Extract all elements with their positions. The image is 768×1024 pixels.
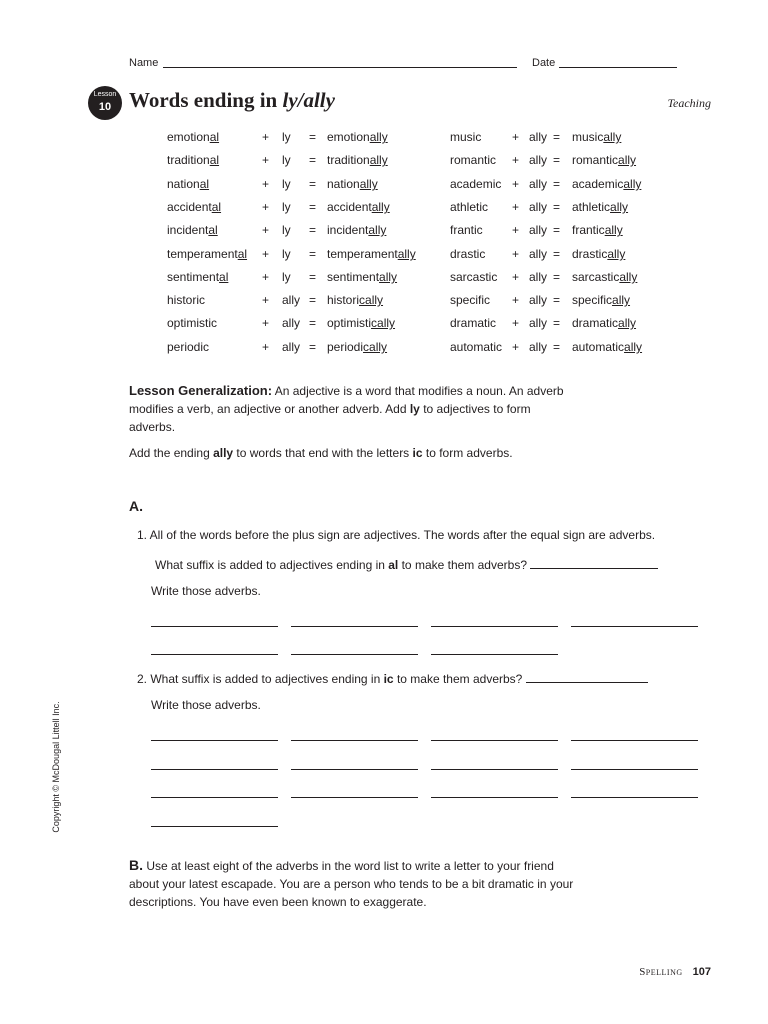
title-suffix: ly/ally [282, 88, 335, 112]
q1-sub-text-2: to make them adverbs? [398, 558, 527, 572]
answer-line[interactable] [151, 769, 278, 770]
left-adverb-stem: nation [327, 177, 360, 191]
left-adverb-stem: periodi [327, 340, 364, 354]
left-plus-sign: + [262, 200, 270, 214]
right-suffix: ally [529, 247, 548, 261]
answer-line[interactable] [431, 654, 558, 655]
name-field[interactable] [163, 67, 517, 68]
left-equals-sign: = [309, 293, 317, 307]
date-label: Date [532, 57, 556, 69]
right-adjective: sarcastic [450, 270, 498, 284]
left-adjective-ending: al [237, 247, 248, 261]
left-adverb-ending: ally [369, 153, 388, 167]
left-adjective-ending: al [219, 270, 229, 284]
right-adverb-stem: music [572, 130, 604, 144]
right-adverb-ending: ally [607, 247, 626, 261]
left-plus-sign: + [262, 316, 270, 330]
right-suffix: ally [529, 200, 548, 214]
generalization-text-1: An adjective is a word that modifies a noun. An adverb modifies a verb, an adjective or another adverb. Add [129, 384, 564, 416]
right-equals-sign: = [553, 247, 561, 261]
right-equals-sign: = [553, 270, 561, 284]
page-title [129, 88, 335, 113]
q2-write-instruction: Write those adverbs. [151, 698, 261, 712]
left-adverb-ending: ally [397, 247, 416, 261]
answer-line[interactable] [151, 826, 278, 827]
left-plus-sign: + [262, 223, 270, 237]
right-adjective: specific [450, 293, 491, 307]
right-adverb [572, 270, 637, 284]
left-equals-sign: = [309, 316, 317, 330]
q1-write-instruction: Write those adverbs. [151, 584, 261, 598]
right-adverb [572, 130, 621, 144]
name-label: Name [129, 57, 159, 69]
left-adjective-ending: al [199, 177, 210, 191]
left-suffix: ly [282, 177, 291, 191]
right-adverb [572, 340, 642, 354]
right-adverb-stem: dramatic [572, 316, 619, 330]
right-adverb-ending: ally [610, 200, 629, 214]
section-b-heading: B. [129, 857, 143, 873]
title-prefix: Words ending in [129, 88, 283, 112]
right-adverb-stem: romantic [572, 153, 619, 167]
right-plus-sign: + [512, 130, 520, 144]
right-adjective: automatic [450, 340, 503, 354]
left-equals-sign: = [309, 340, 317, 354]
right-suffix: ally [529, 153, 548, 167]
left-adverb-stem: emotion [327, 130, 370, 144]
answer-line[interactable] [571, 740, 698, 741]
footer-label: Spelling [639, 966, 683, 978]
left-suffix: ly [282, 153, 291, 167]
answer-line[interactable] [291, 740, 418, 741]
lesson-badge-number: 10 [98, 101, 112, 113]
left-adverb-stem: histori [327, 293, 360, 307]
right-adjective: academic [450, 177, 502, 191]
right-plus-sign: + [512, 200, 520, 214]
left-adjective [167, 177, 209, 191]
right-suffix: ally [529, 316, 548, 330]
right-adverb-ending: ally [618, 316, 637, 330]
question-2 [137, 670, 648, 686]
answer-line[interactable] [431, 797, 558, 798]
left-plus-sign: + [262, 247, 270, 261]
generalization-bold-ly: ly [409, 402, 420, 416]
left-suffix: ly [282, 223, 291, 237]
question-1: 1. All of the words before the plus sign are adjectives. The words after the equal sign are adverbs. [137, 528, 656, 542]
section-a-heading: A. [129, 498, 143, 514]
answer-line[interactable] [571, 626, 698, 627]
answer-line[interactable] [431, 740, 558, 741]
right-adverb [572, 316, 636, 330]
right-adverb [572, 223, 623, 237]
right-adverb-stem: sarcastic [572, 270, 620, 284]
section-label: Teaching [667, 96, 711, 110]
right-plus-sign: + [512, 247, 520, 261]
right-adverb-stem: automatic [572, 340, 625, 354]
left-equals-sign: = [309, 247, 317, 261]
left-adverb-ending: ally [359, 177, 378, 191]
right-plus-sign: + [512, 293, 520, 307]
left-adverb-ending: cally [359, 293, 384, 307]
left-adverb-ending: ally [379, 270, 398, 284]
answer-line[interactable] [291, 797, 418, 798]
left-adverb-ending: ally [368, 223, 387, 237]
left-adjective [167, 153, 219, 167]
left-adjective [167, 270, 228, 284]
right-adverb-ending: ally [618, 153, 637, 167]
generalization-paragraph [129, 382, 569, 436]
left-adverb-stem: temperament [327, 247, 398, 261]
answer-line[interactable] [291, 769, 418, 770]
left-adverb-ending: cally [371, 316, 396, 330]
left-adjective [167, 247, 247, 261]
left-adverb [327, 293, 383, 307]
left-adverb-stem: sentiment [327, 270, 380, 284]
left-adjective-stem: incident [167, 223, 209, 237]
left-plus-sign: + [262, 153, 270, 167]
left-equals-sign: = [309, 153, 317, 167]
q1-sub-text-1: What suffix is added to adjectives ending in [155, 558, 389, 572]
rule-text-1: Add the ending [129, 446, 214, 460]
right-plus-sign: + [512, 340, 520, 354]
q2-text-2: to make them adverbs? [393, 672, 523, 686]
question-1-sub [155, 556, 658, 572]
answer-line[interactable] [291, 654, 418, 655]
right-suffix: ally [529, 293, 548, 307]
right-adjective: athletic [450, 200, 489, 214]
right-adjective: music [450, 130, 482, 144]
generalization-text-2: to adjectives to form adverbs. [129, 402, 531, 434]
generalization-rule [129, 444, 569, 462]
right-adverb-ending: ally [624, 340, 643, 354]
right-plus-sign: + [512, 316, 520, 330]
right-suffix: ally [529, 130, 548, 144]
right-suffix: ally [529, 270, 548, 284]
right-equals-sign: = [553, 293, 561, 307]
rule-bold-ally: ally [213, 446, 234, 460]
right-adverb [572, 177, 641, 191]
right-adverb [572, 293, 630, 307]
left-adverb [327, 130, 388, 144]
left-adjective-stem: accident [167, 200, 212, 214]
right-adverb-ending: ally [603, 130, 622, 144]
lesson-badge-label: Lesson [93, 91, 117, 98]
answer-line[interactable] [571, 769, 698, 770]
right-adjective: dramatic [450, 316, 497, 330]
left-equals-sign: = [309, 177, 317, 191]
q2-answer-blank[interactable] [526, 670, 648, 683]
left-plus-sign: + [262, 177, 270, 191]
generalization-heading: Lesson Generalization: [129, 383, 273, 398]
left-suffix: ly [282, 270, 291, 284]
left-adverb [327, 177, 378, 191]
left-adjective-stem: periodic [167, 340, 210, 354]
right-adverb-stem: drastic [572, 247, 608, 261]
left-plus-sign: + [262, 130, 270, 144]
left-adjective-ending: al [208, 223, 218, 237]
answer-line[interactable] [431, 769, 558, 770]
left-equals-sign: = [309, 223, 317, 237]
q2-text-1: 2. What suffix is added to adjectives ending in [137, 672, 384, 686]
left-suffix: ally [282, 340, 301, 354]
answer-line[interactable] [291, 626, 418, 627]
right-adverb [572, 200, 628, 214]
left-adjective-stem: optimistic [167, 316, 218, 330]
left-suffix: ally [282, 316, 301, 330]
left-adverb [327, 316, 395, 330]
right-equals-sign: = [553, 340, 561, 354]
left-adjective [167, 223, 218, 237]
left-equals-sign: = [309, 200, 317, 214]
page-number: 107 [692, 966, 711, 978]
left-adjective [167, 200, 221, 214]
right-equals-sign: = [553, 223, 561, 237]
copyright-notice: Copyright © McDougal Littell Inc. [51, 701, 61, 833]
right-equals-sign: = [553, 316, 561, 330]
answer-line[interactable] [151, 797, 278, 798]
left-adjective [167, 340, 209, 354]
right-adverb-stem: athletic [572, 200, 611, 214]
left-adverb [327, 340, 387, 354]
right-plus-sign: + [512, 177, 520, 191]
right-plus-sign: + [512, 270, 520, 284]
left-adverb-stem: optimisti [327, 316, 372, 330]
right-adverb-stem: specific [572, 293, 613, 307]
left-adverb-ending: ally [371, 200, 390, 214]
left-equals-sign: = [309, 130, 317, 144]
left-adverb [327, 223, 386, 237]
right-plus-sign: + [512, 153, 520, 167]
left-adverb-ending: cally [363, 340, 388, 354]
right-plus-sign: + [512, 223, 520, 237]
right-adverb-stem: academic [572, 177, 624, 191]
right-adjective: frantic [450, 223, 483, 237]
left-suffix: ally [282, 293, 301, 307]
left-adjective-ending: al [209, 153, 220, 167]
q1-sub-bold: al [388, 558, 399, 572]
left-plus-sign: + [262, 270, 270, 284]
left-adverb-ending: ally [369, 130, 388, 144]
answer-line[interactable] [151, 740, 278, 741]
right-equals-sign: = [553, 200, 561, 214]
left-adjective-stem: temperament [167, 247, 238, 261]
left-adjective-stem: tradition [167, 153, 210, 167]
left-adverb-stem: incident [327, 223, 369, 237]
section-b-text: Use at least eight of the adverbs in the word list to write a letter to your friend about your latest escapade. You are a person who tends to be a bit dramatic in your descriptions. You have even been known to exaggerate. [129, 859, 574, 909]
left-plus-sign: + [262, 293, 270, 307]
right-adverb-ending: ally [612, 293, 631, 307]
right-adverb [572, 247, 625, 261]
left-equals-sign: = [309, 270, 317, 284]
left-adjective-stem: nation [167, 177, 200, 191]
left-suffix: ly [282, 130, 291, 144]
right-adverb [572, 153, 636, 167]
left-suffix: ly [282, 200, 291, 214]
right-adverb-stem: frantic [572, 223, 605, 237]
left-adjective-stem: sentiment [167, 270, 220, 284]
q2-bold: ic [383, 672, 394, 686]
lesson-badge [88, 86, 122, 120]
right-adjective: drastic [450, 247, 486, 261]
right-adjective: romantic [450, 153, 497, 167]
right-suffix: ally [529, 177, 548, 191]
left-suffix: ly [282, 247, 291, 261]
right-adverb-ending: ally [619, 270, 638, 284]
rule-bold-ic: ic [412, 446, 423, 460]
right-suffix: ally [529, 340, 548, 354]
rule-text-2: to words that end with the letters [233, 446, 413, 460]
left-adjective-stem: emotion [167, 130, 210, 144]
right-adverb-ending: ally [604, 223, 623, 237]
right-equals-sign: = [553, 177, 561, 191]
right-equals-sign: = [553, 130, 561, 144]
answer-line[interactable] [151, 654, 278, 655]
q1-answer-blank[interactable] [530, 556, 658, 569]
right-suffix: ally [529, 223, 548, 237]
left-plus-sign: + [262, 340, 270, 354]
left-adverb [327, 247, 416, 261]
left-adverb-stem: accident [327, 200, 372, 214]
left-adverb [327, 270, 397, 284]
left-adverb [327, 200, 390, 214]
left-adjective-ending: al [209, 130, 220, 144]
page-footer [639, 966, 711, 978]
left-adjective-ending: al [211, 200, 222, 214]
left-adjective [167, 316, 217, 330]
section-b-paragraph [129, 856, 579, 911]
left-adjective-stem: historic [167, 293, 206, 307]
rule-text-3: to form adverbs. [422, 446, 513, 460]
left-adverb [327, 153, 388, 167]
right-equals-sign: = [553, 153, 561, 167]
answer-line[interactable] [151, 626, 278, 627]
answer-line[interactable] [431, 626, 558, 627]
left-adjective [167, 130, 219, 144]
left-adverb-stem: tradition [327, 153, 370, 167]
left-adjective [167, 293, 205, 307]
right-adverb-ending: ally [623, 177, 642, 191]
answer-line[interactable] [571, 797, 698, 798]
date-field[interactable] [559, 67, 677, 68]
